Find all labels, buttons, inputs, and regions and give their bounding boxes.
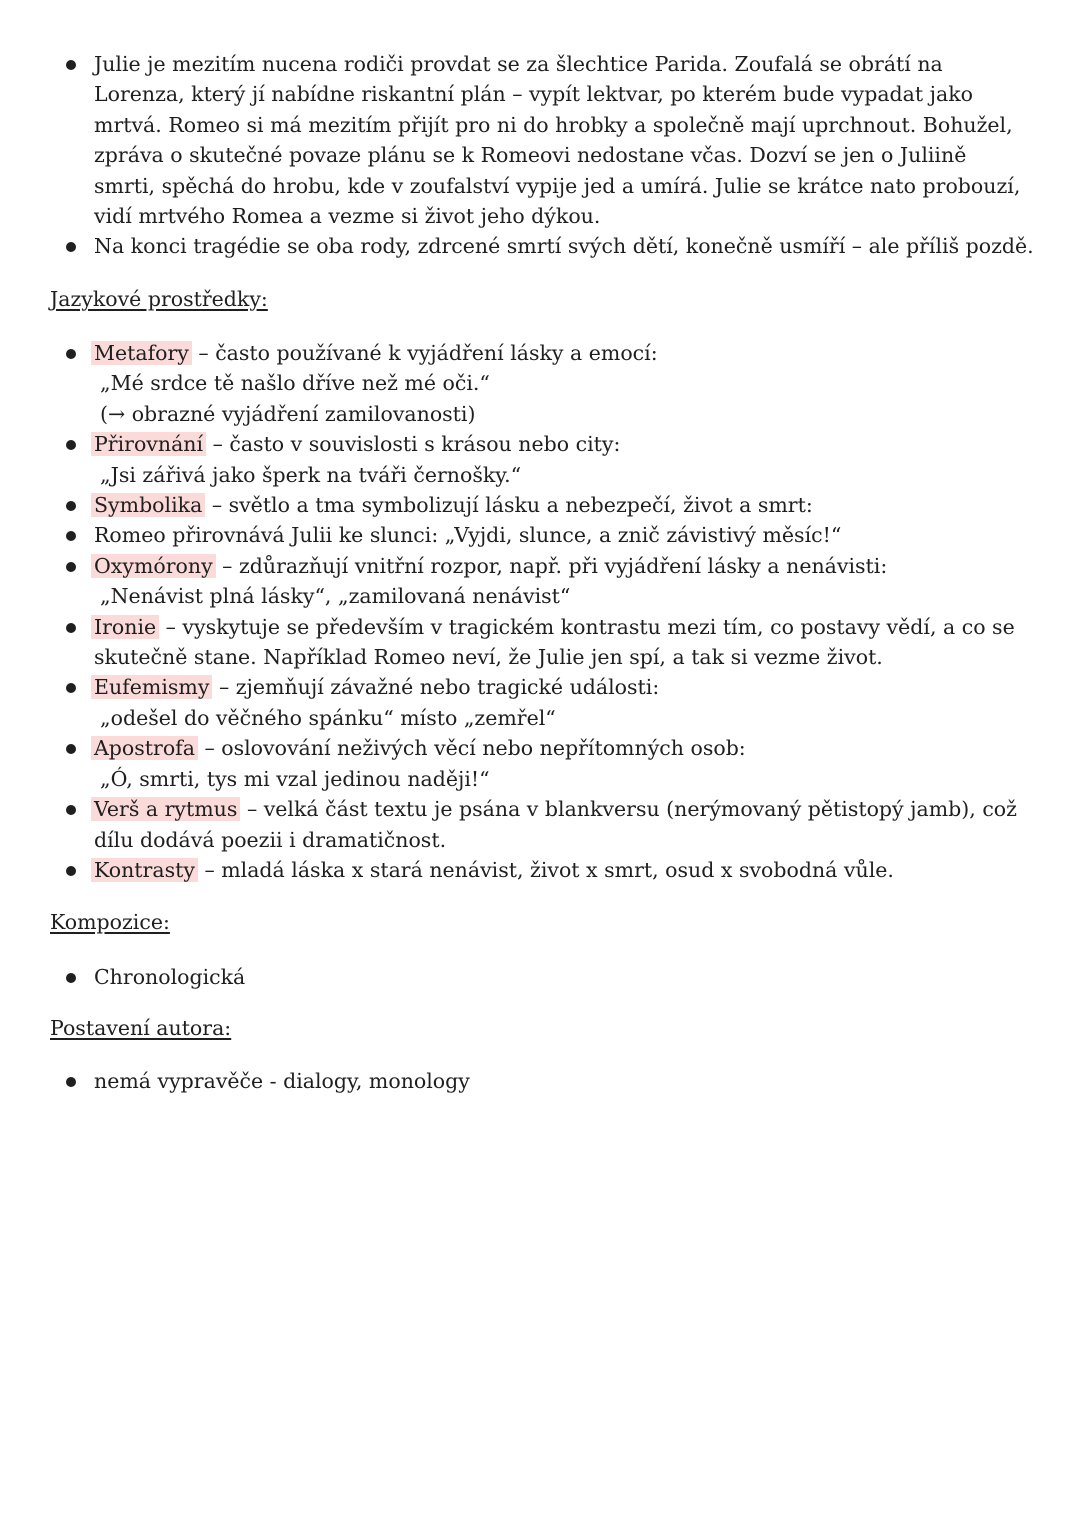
list-item: Ironie – vyskytuje se především v tragickém kontrastu mezi tím, co postavy vědí, a co se skutečně stane. Například Romeo neví, že Julie jen spí, a tak si vezme život. xyxy=(0,612,1057,673)
term-highlight: Ironie xyxy=(91,615,159,639)
author-position-list xyxy=(0,1066,510,1096)
list-item: Romeo přirovnává Julii ke slunci: „Vyjdi, slunce, a znič závistivý měsíc!“ xyxy=(0,520,1057,550)
term-highlight: Metafory xyxy=(91,341,192,365)
term-highlight: Oxymórony xyxy=(91,554,216,578)
list-item: Kontrasty – mladá láska x stará nenávist, život x smrt, osud x svobodná vůle. xyxy=(0,855,1057,885)
term-highlight: Přirovnání xyxy=(91,432,206,456)
list-item: Oxymórony – zdůrazňují vnitřní rozpor, např. při vyjádření lásky a nenávisti: „Nenávist plná lásky“, „zamilovaná nenávist“ xyxy=(0,551,1057,612)
term-highlight: Apostrofa xyxy=(91,736,198,760)
list-item: Verš a rytmus – velká část textu je psána v blankversu (nerýmovaný pětistopý jamb), což dílu dodává poezii i dramatičnost. xyxy=(0,794,1057,855)
composition-list xyxy=(0,962,285,992)
heading-jazykove-prostredky: Jazykové prostředky: xyxy=(50,287,268,311)
plot-bullet-list xyxy=(0,49,1074,262)
term-highlight: Eufemismy xyxy=(91,675,212,699)
list-item: Apostrofa – oslovování neživých věcí nebo nepřítomných osob: „Ó, smrti, tys mi vzal jedinou naději!“ xyxy=(0,733,1057,794)
list-item: Přirovnání – často v souvislosti s krásou nebo city: „Jsi zářivá jako šperk na tváři černošky.“ xyxy=(0,429,1057,490)
list-item: Metafory – často používané k vyjádření lásky a emocí: „Mé srdce tě našlo dříve než mé oči.“ (→ obrazné vyjádření zamilovanosti) xyxy=(0,338,1057,429)
term-highlight: Symbolika xyxy=(91,493,205,517)
list-item: Eufemismy – zjemňují závažné nebo tragické události: „odešel do věčného spánku“ místo „zemřel“ xyxy=(0,672,1057,733)
list-item: Symbolika – světlo a tma symbolizují lásku a nebezpečí, život a smrt: xyxy=(0,490,1057,520)
heading-postaveni-autora: Postavení autora: xyxy=(50,1016,232,1040)
language-devices-list xyxy=(0,338,1057,885)
heading-kompozice: Kompozice: xyxy=(50,910,170,934)
list-item: Chronologická xyxy=(0,962,285,992)
term-highlight: Verš a rytmus xyxy=(91,797,240,821)
list-item: Na konci tragédie se oba rody, zdrcené smrtí svých dětí, konečně usmíří – ale příliš pozdě. xyxy=(0,231,1074,261)
list-item: Julie je mezitím nucena rodiči provdat se za šlechtice Parida. Zoufalá se obrátí na Lorenza, který jí nabídne riskantní plán – vypít lektvar, po kterém bude vypadat jako mrtvá. Romeo si má mezitím přijít pro ni do hrobky a společně mají uprchnout. Bohužel, zpráva o skutečné povaze plánu se k Romeovi nedostane včas. Dozví se jen o Juliině smrti, spěchá do hrobu, kde v zoufalství vypije jed a umírá. Julie se krátce nato probouzí, vidí mrtvého Romea a vezme si život jeho dýkou. xyxy=(0,49,1074,231)
list-item: nemá vypravěče - dialogy, monology xyxy=(0,1066,510,1096)
term-highlight: Kontrasty xyxy=(91,858,198,882)
